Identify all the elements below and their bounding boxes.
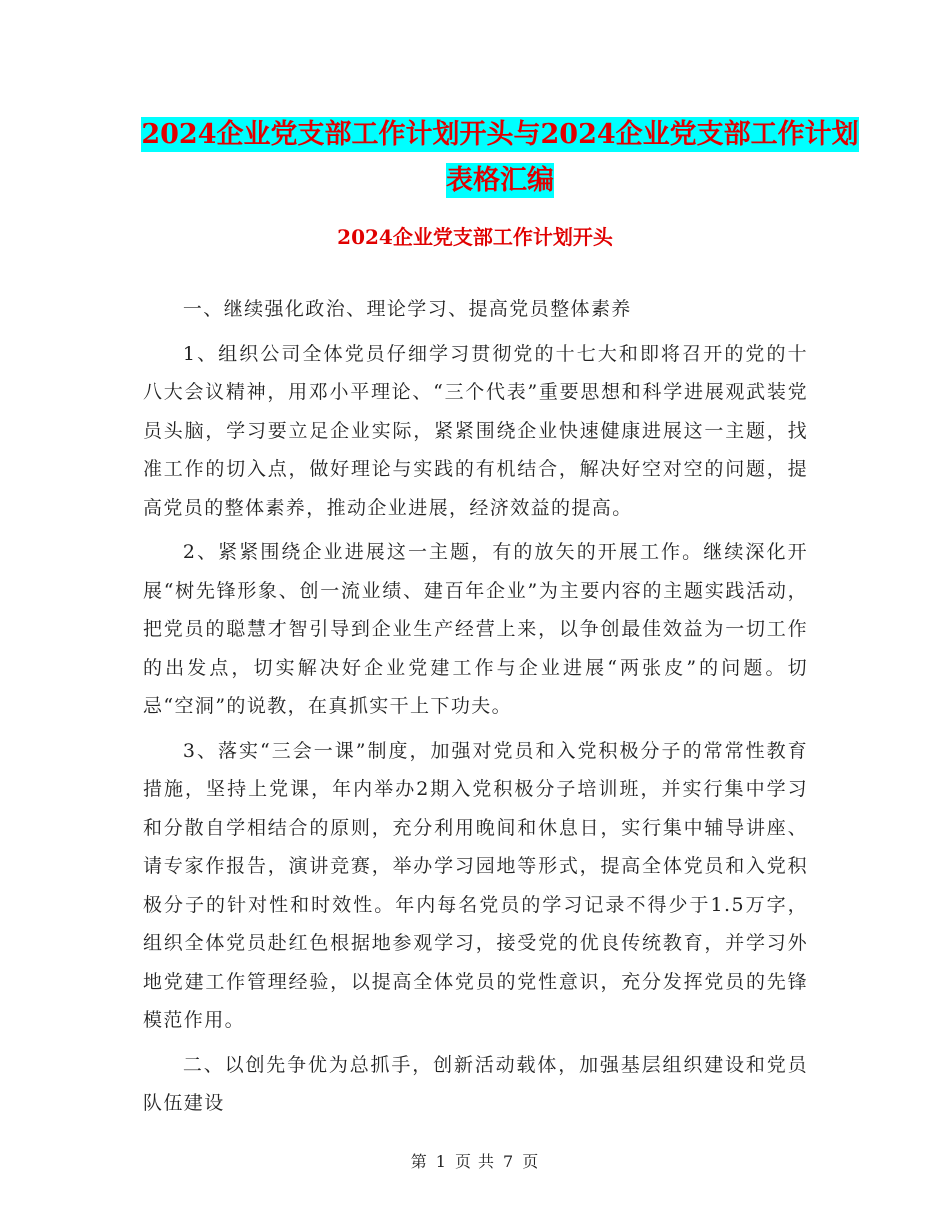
- footer-page-number: 1: [435, 1152, 447, 1171]
- footer-suffix: 页: [522, 1152, 540, 1171]
- body-paragraph-1: 1、组织公司全体党员仔细学习贯彻党的十七大和即将召开的党的十八大会议精神，用邓小平理论、“三个代表”重要思想和科学进展观武装党员头脑，学习要立足企业实际，紧紧围绕企业快速健康进展这一主题，找准工作的切入点，做好理论与实践的有机结合，解决好空对空的问题，提高党员的整体素养，推动企业进展，经济效益的提高。: [143, 342, 808, 519]
- footer-total-pages: 7: [503, 1152, 515, 1171]
- document-title-text: 2024企业党支部工作计划开头与2024企业党支部工作计划表格汇编: [141, 119, 859, 196]
- heading-paragraph-2: 二、以创先争优为总抓手，创新活动载体，加强基层组织建设和党员队伍建设: [143, 1053, 808, 1114]
- body-paragraph-2: 2、紧紧围绕企业进展这一主题，有的放矢的开展工作。继续深化开展“树先锋形象、创一流业绩、建百年企业”为主要内容的主题实践活动，把党员的聪慧才智引导到企业生产经营上来，以争创最佳效益为一切工作的出发点，切实解决好企业党建工作与企业进展“两张皮”的问题。切忌“空洞”的说教，在真抓实干上下功夫。: [143, 541, 808, 717]
- document-title: [140, 112, 860, 204]
- heading-paragraph-1: 一、继续强化政治、理论学习、提高党员整体素养: [182, 298, 632, 320]
- body-paragraph-3: 3、落实“三会一课”制度，加强对党员和入党积极分子的常常性教育措施，坚持上党课，年内举办2期入党积极分子培训班，并实行集中学习和分散自学相结合的原则，充分利用晚间和休息日，实行集中辅导讲座、请专家作报告，演讲竞赛，举办学习园地等形式，提高全体党员和入党积极分子的针对性和时效性。年内每名党员的学习记录不得少于1.5万字，组织全体党员赴红色根据地参观学习，接受党的优良传统教育，并学习外地党建工作管理经验，以提高全体党员的党性意识，充分发挥党员的先锋模范作用。: [143, 739, 808, 1031]
- footer-prefix: 第: [410, 1152, 428, 1171]
- document-body: [143, 290, 808, 1129]
- section-title: 2024企业党支部工作计划开头: [337, 225, 613, 249]
- page-footer: [0, 1150, 950, 1174]
- footer-mid: 页 共: [454, 1152, 496, 1171]
